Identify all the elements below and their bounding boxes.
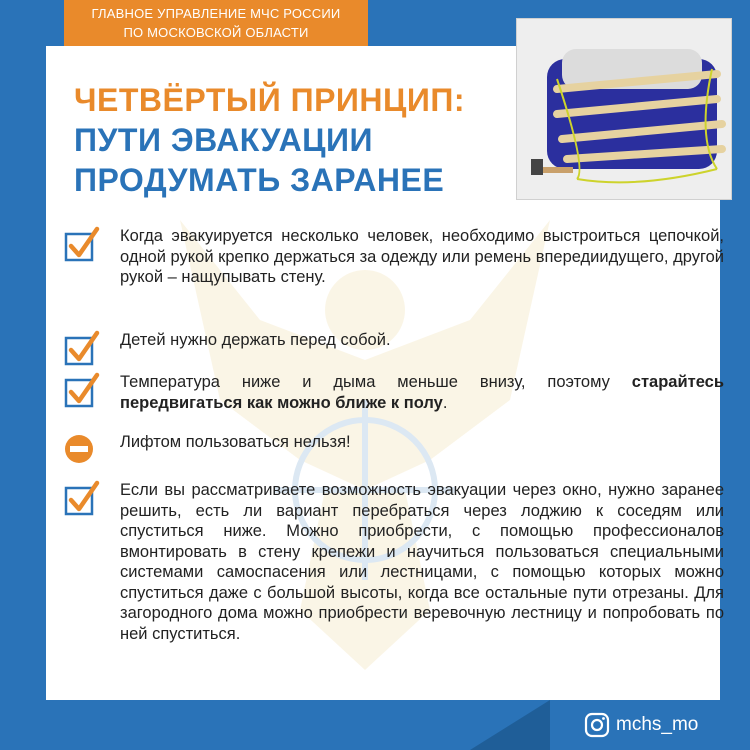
check-icon xyxy=(64,226,100,262)
item-text-part: Температура ниже и дыма меньше внизу, поэтому xyxy=(120,373,632,391)
check-icon xyxy=(64,480,100,516)
check-icon xyxy=(64,330,100,366)
title-line-2: ПУТИ ЭВАКУАЦИИ xyxy=(74,122,374,158)
page-title xyxy=(74,80,514,200)
item-text-end: . xyxy=(442,393,448,412)
item-text xyxy=(120,372,724,413)
rope-ladder-photo xyxy=(516,18,732,200)
header-line-1: ГЛАВНОЕ УПРАВЛЕНИЕ МЧС РОССИИ xyxy=(91,6,341,21)
frame-left xyxy=(0,0,46,750)
item-text: Лифтом пользоваться нельзя! xyxy=(120,433,351,451)
item-text: Если вы рассматриваете возможность эвакуации через окно, нужно заранее решить, есть ли вариант перебраться через лоджию к соседям или спуститься ниже. Можно приобрести, с помощью профессионалов вмонтировать в стену крепежи и научиться пользоваться специальными системами самоспасения или лестницами, с помощью которых можно спуститься даже с большой высоты, когда все остальные пути отрезаны. Для загородного дома можно приобрести веревочную лестницу и попробовать по ней спуститься. xyxy=(120,481,724,643)
instagram-handle: mchs_mo xyxy=(616,714,699,735)
title-line-3: ПРОДУМАТЬ ЗАРАНЕЕ xyxy=(74,162,445,198)
header-line-2: ПО МОСКОВСКОЙ ОБЛАСТИ xyxy=(123,25,309,40)
item-text-bold: старайтесь передвигаться как можно ближе к полу xyxy=(120,373,724,412)
organization-header xyxy=(64,0,368,46)
footer-shadow xyxy=(470,700,550,750)
item-text: Детей нужно держать перед собой. xyxy=(120,331,391,349)
title-line-1: ЧЕТВЁРТЫЙ ПРИНЦИП: xyxy=(74,82,466,118)
no-entry-icon xyxy=(64,432,100,468)
check-icon xyxy=(64,372,100,408)
instagram-icon xyxy=(584,712,610,738)
item-text: Когда эвакуируется несколько человек, необходимо выстроиться цепочкой, одной рукой крепко держаться за одежду или ремень впередиидущего, другой рукой – нащупывать стену. xyxy=(120,227,724,286)
